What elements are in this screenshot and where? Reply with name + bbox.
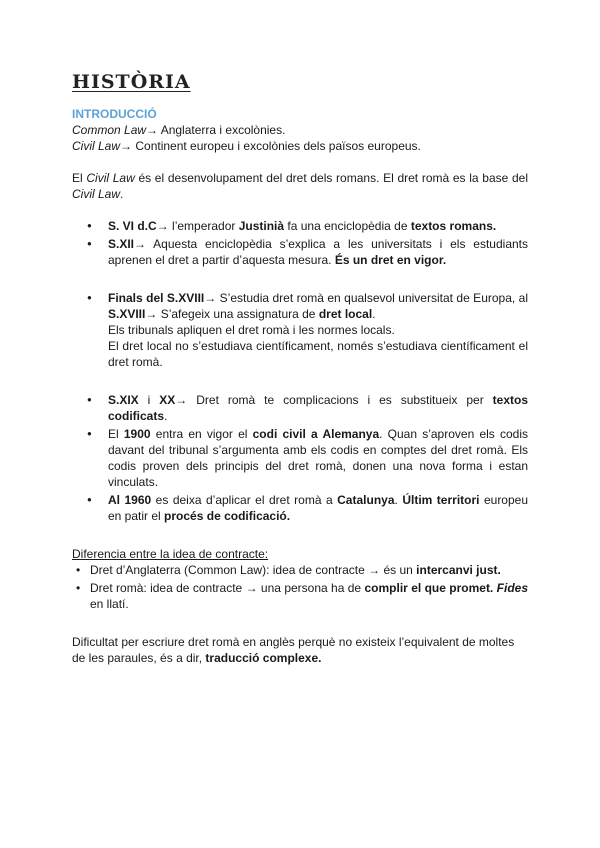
text: Dret romà: idea de contracte → una persona ha de (90, 581, 365, 595)
text: en llatí. (90, 597, 129, 611)
paragraph-civil-law (72, 170, 528, 202)
list-item (72, 426, 528, 490)
text: . (372, 307, 376, 321)
text: → Aquesta enciclopèdia s’explica a les universitats i els estudiants aprenen el dret a partir d’aquesta mesura. (108, 237, 528, 267)
paragraph-translation (72, 634, 528, 666)
list-item (72, 236, 528, 268)
bullet-list-18th-century (72, 290, 528, 370)
text-bold: textos romans. (410, 219, 497, 233)
section-heading-intro: INTRODUCCIÓ (72, 107, 157, 121)
bullet-list-early (72, 218, 528, 268)
text: . (120, 187, 124, 201)
list-item (72, 290, 528, 322)
term: Civil Law (72, 187, 121, 201)
text-bold: 1900 (123, 427, 151, 441)
list-item (72, 580, 528, 612)
text-bold: S. VI d.C (108, 219, 157, 233)
list-item (72, 562, 528, 578)
text-bold: complir el que promet. (364, 581, 494, 595)
list-item-continuation: El dret local no s’estudiava científicament, només s’estudiava científicament el dret romà. (108, 339, 528, 369)
text-bold: Justinià (238, 219, 285, 233)
term: Civil Law (86, 171, 135, 185)
text-bold: dret local (318, 307, 373, 321)
text-bold: codi civil a Alemanya (252, 427, 380, 441)
text-bold: S.XII (108, 237, 135, 251)
text-bold: Al 1960 (108, 493, 152, 507)
text-bold: Catalunya (337, 493, 395, 507)
text-bold: S.XIX (108, 393, 139, 407)
text: Dificultat per escriure dret romà en anglès perquè no existeix l’equivalent de moltes de les paraules, és a dir, (72, 635, 515, 665)
contract-heading: Diferencia entre la idea de contracte: (72, 547, 269, 561)
text: → S’afegeix una assignatura de (145, 307, 319, 321)
bullet-list-codification (72, 392, 528, 524)
text-bold: textos codificats (108, 393, 529, 423)
intro-line-text: → Anglaterra i excolònies. (146, 123, 286, 137)
text: . (164, 409, 168, 423)
text: → l’emperador (156, 219, 239, 233)
text-bold: S.XVIII (108, 307, 146, 321)
text-bold: traducció complexe. (205, 651, 322, 665)
text: El (72, 171, 87, 185)
text-bold: Finals del S.XVIII (108, 291, 205, 305)
text-bold: procés de codificació. (164, 509, 291, 523)
text-bold: intercanvi just. (416, 563, 501, 577)
page-title: HISTÒRIA (72, 71, 191, 93)
list-item (72, 218, 528, 234)
term-civil-law: Civil Law (72, 139, 121, 153)
text-bold: XX (159, 393, 176, 407)
contract-list (72, 562, 528, 612)
text: és el desenvolupament del dret dels romans. El dret romà es la base del (134, 171, 528, 185)
list-item (72, 492, 528, 524)
text: Dret d’Anglaterra (Common Law): idea de contracte → és un (90, 563, 417, 577)
text-bold: És un dret en vigor. (334, 253, 447, 267)
text-bold: Últim territori (402, 493, 480, 507)
text: es deixa d’aplicar el dret romà a (151, 493, 338, 507)
text: → S’estudia dret romà en qualsevol universitat de Europa, al (204, 291, 528, 305)
text: . (394, 493, 403, 507)
document-page (72, 70, 528, 666)
text: europeu en patir el (108, 493, 529, 523)
intro-line-civil-law (72, 138, 528, 154)
text: i (138, 393, 160, 407)
list-item (72, 392, 528, 424)
text: → Dret romà te complicacions i es substitueix per (175, 393, 493, 407)
intro-line-common-law (72, 122, 528, 138)
text: . Quan s’aproven els codis davant del tribunal s’argumenta amb els codis en comptes del dret romà. Els codis proven dels principis del dret romà, donen una nova forma i estan vinculats. (108, 427, 528, 489)
term-common-law: Common Law (72, 123, 147, 137)
text-bold-italic: Fides (496, 581, 528, 595)
list-item-continuation: Els tribunals apliquen el dret romà i les normes locals. (108, 323, 395, 337)
text: fa una enciclopèdia de (284, 219, 411, 233)
text: El (108, 427, 124, 441)
intro-line-text: → Continent europeu i excolònies dels països europeus. (120, 139, 421, 153)
text: entra en vigor el (150, 427, 253, 441)
